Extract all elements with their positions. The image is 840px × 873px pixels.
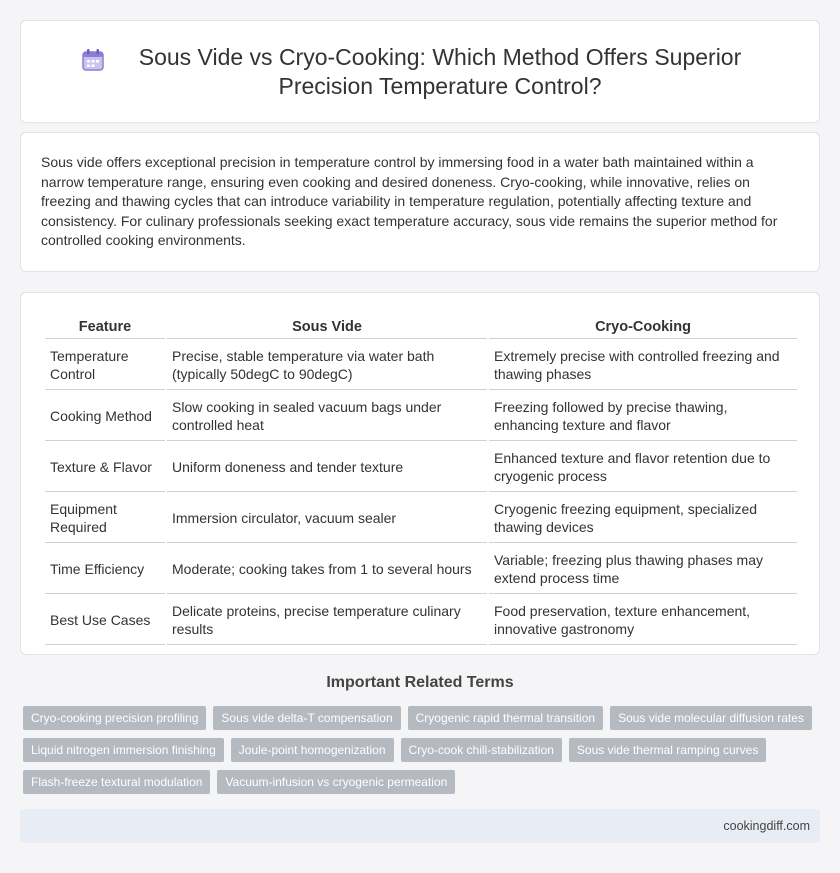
page-title: Sous Vide vs Cryo-Cooking: Which Method Offers Superior Precision Temperature Control?: [138, 43, 742, 99]
table-row: [45, 443, 797, 492]
cell-sous-vide: Slow cooking in sealed vacuum bags under controlled heat: [167, 392, 487, 441]
cell-sous-vide: Moderate; cooking takes from 1 to several hours: [167, 545, 487, 594]
table-row: [45, 341, 797, 390]
cell-feature: Equipment Required: [45, 494, 165, 543]
related-term-tag[interactable]: Joule-point homogenization: [231, 738, 394, 762]
title-wrap: [80, 43, 760, 101]
table-row: [45, 494, 797, 543]
cell-feature: Texture & Flavor: [45, 443, 165, 492]
header-sous-vide: Sous Vide: [167, 315, 487, 339]
table-header-row: [45, 315, 797, 339]
cell-cryo-cooking: Enhanced texture and flavor retention due to cryogenic process: [489, 443, 797, 492]
comparison-table: [43, 313, 799, 647]
comparison-table-card: [20, 292, 820, 655]
header-cryo-cooking: Cryo-Cooking: [489, 315, 797, 339]
table-row: [45, 596, 797, 645]
calendar-icon: [80, 47, 106, 73]
cell-feature: Cooking Method: [45, 392, 165, 441]
cell-feature: Time Efficiency: [45, 545, 165, 594]
footer: [20, 809, 820, 843]
related-term-tag[interactable]: Flash-freeze textural modulation: [23, 770, 210, 794]
cell-cryo-cooking: Freezing followed by precise thawing, enhancing texture and flavor: [489, 392, 797, 441]
cell-feature: Temperature Control: [45, 341, 165, 390]
related-term-tag[interactable]: Cryo-cooking precision profiling: [23, 706, 206, 730]
cell-cryo-cooking: Extremely precise with controlled freezing and thawing phases: [489, 341, 797, 390]
table-row: [45, 392, 797, 441]
related-term-tag[interactable]: Cryogenic rapid thermal transition: [408, 706, 603, 730]
intro-paragraph: Sous vide offers exceptional precision in temperature control by immersing food in a water bath maintained within a narrow temperature range, ensuring even cooking and desired doneness. Cryo-cooking, while innovative, relies on freezing and thawing cycles that can introduce variability in temperature regulation, potentially affecting texture and consistency. For culinary professionals seeking exact temperature accuracy, sous vide remains the superior method for controlled cooking environments.: [41, 154, 778, 248]
cell-sous-vide: Uniform doneness and tender texture: [167, 443, 487, 492]
related-term-tag[interactable]: Sous vide delta-T compensation: [213, 706, 400, 730]
related-term-tag[interactable]: Cryo-cook chill-stabilization: [401, 738, 562, 762]
cell-sous-vide: Precise, stable temperature via water bath (typically 50degC to 90degC): [167, 341, 487, 390]
footer-site-link[interactable]: cookingdiff.com: [723, 819, 810, 833]
cell-cryo-cooking: Food preservation, texture enhancement, innovative gastronomy: [489, 596, 797, 645]
related-terms-heading: Important Related Terms: [326, 674, 514, 691]
cell-cryo-cooking: Variable; freezing plus thawing phases may extend process time: [489, 545, 797, 594]
related-term-tag[interactable]: Sous vide thermal ramping curves: [569, 738, 766, 762]
related-term-tag[interactable]: Sous vide molecular diffusion rates: [610, 706, 812, 730]
related-terms-list: [23, 706, 823, 794]
cell-sous-vide: Delicate proteins, precise temperature culinary results: [167, 596, 487, 645]
related-term-tag[interactable]: Liquid nitrogen immersion finishing: [23, 738, 224, 762]
intro-card: [20, 132, 820, 272]
title-card: [20, 20, 820, 123]
table-row: [45, 545, 797, 594]
cell-feature: Best Use Cases: [45, 596, 165, 645]
cell-sous-vide: Immersion circulator, vacuum sealer: [167, 494, 487, 543]
header-feature: Feature: [45, 315, 165, 339]
related-term-tag[interactable]: Vacuum-infusion vs cryogenic permeation: [217, 770, 455, 794]
cell-cryo-cooking: Cryogenic freezing equipment, specialized thawing devices: [489, 494, 797, 543]
